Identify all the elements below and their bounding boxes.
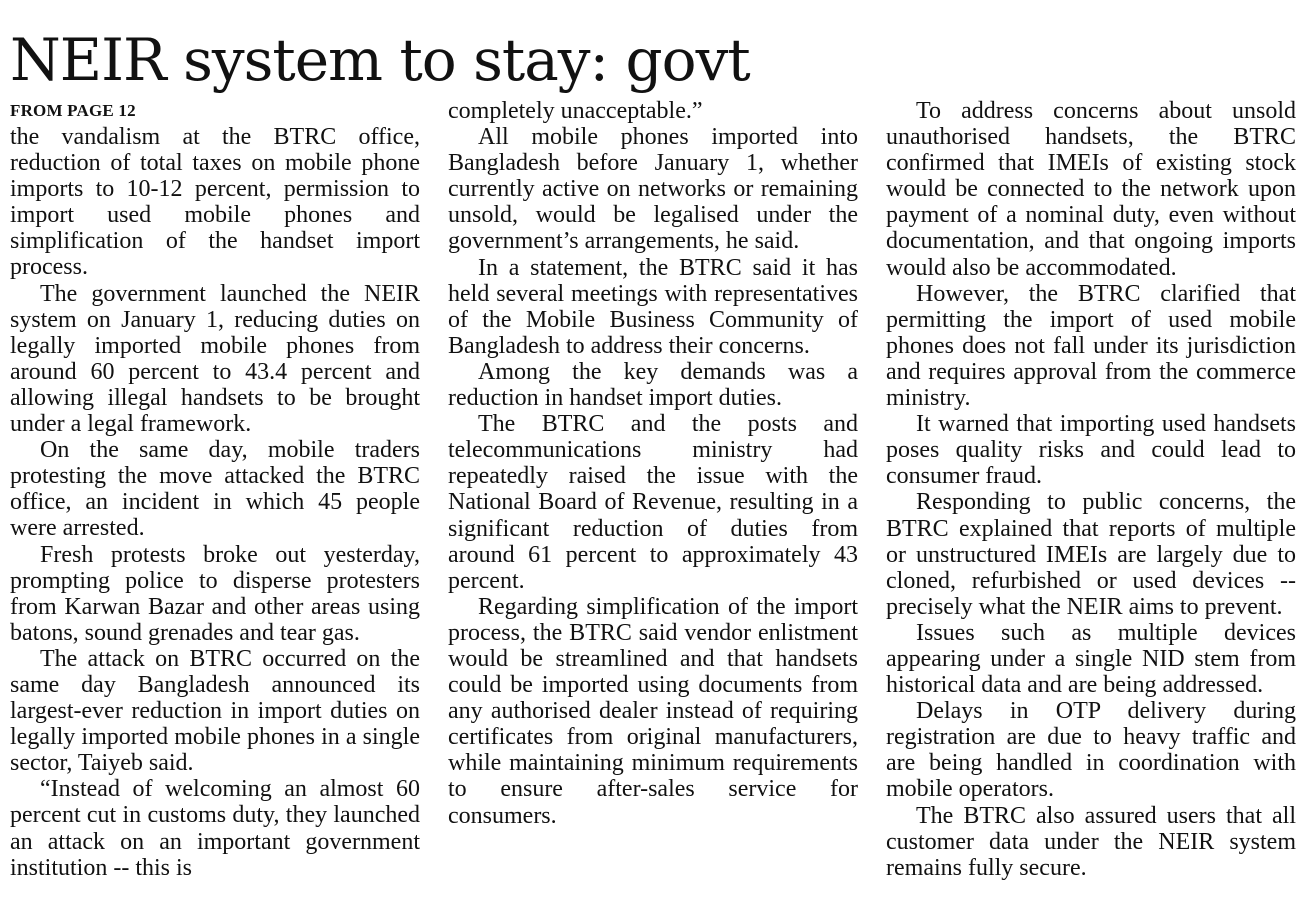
paragraph: Regarding simplification of the import process, the BTRC said vendor enlistment would be streamlined and that handsets could be imported using documents from any authorised dealer instead of requiring certificates from original manufacturers, while maintaining minimum requirements to ensure after-sales service for consumers. [448,593,858,829]
paragraph: In a statement, the BTRC said it has held several meetings with representatives of the Mobile Business Community of Bangladesh to address their concerns. [448,254,858,359]
article-column-2 [448,98,858,916]
headline: NEIR system to stay: govt [10,26,750,94]
paragraph: To address concerns about unsold unauthorised handsets, the BTRC confirmed that IMEIs of existing stock would be connected to the network upon payment of a nominal duty, even without documentation, and that ongoing imports would also be accommodated. [886,98,1296,281]
paragraph: The attack on BTRC occurred on the same day Bangladesh announced its largest-ever reduction in import duties on legally imported mobile phones in a single sector, Taiyeb said. [10,645,420,777]
paragraph: Among the key demands was a reduction in handset import duties. [448,358,858,412]
jump-label: FROM PAGE 12 [10,101,136,120]
paragraph: All mobile phones imported into Bangladesh before January 1, whether currently active on networks or remaining unsold, would be legalised under the government’s arrangements, he said. [448,124,858,255]
paragraph: It warned that importing used handsets poses quality risks and could lead to consumer fraud. [886,411,1296,490]
paragraph: On the same day, mobile traders protesting the move attacked the BTRC office, an incident in which 45 people were arrested. [10,437,420,542]
paragraph: “Instead of welcoming an almost 60 percent cut in customs duty, they launched an attack on an important government institution -- this is [10,776,420,881]
article-column-3 [886,98,1296,916]
paragraph: Responding to public concerns, the BTRC explained that reports of multiple or unstructured IMEIs are largely due to cloned, refurbished or used devices -- precisely what the NEIR aims to prevent. [886,489,1296,620]
paragraph: Issues such as multiple devices appearing under a single NID stem from historical data and are being addressed. [886,619,1296,699]
paragraph: Delays in OTP delivery during registration are due to heavy traffic and are being handled in coordination with mobile operators. [886,698,1296,803]
paragraph: the vandalism at the BTRC office, reduction of total taxes on mobile phone imports to 10-12 percent, permission to import used mobile phones and simplification of the handset import process. [10,124,420,281]
paragraph: However, the BTRC clarified that permitting the import of used mobile phones does not fall under its jurisdiction and requires approval from the commerce ministry. [886,280,1296,412]
paragraph: completely unacceptable.” [448,98,703,124]
paragraph: Fresh protests broke out yesterday, prompting police to disperse protesters from Karwan Bazar and other areas using batons, sound grenades and tear gas. [10,541,420,646]
paragraph: The BTRC also assured users that all customer data under the NEIR system remains fully secure. [886,802,1296,881]
article-column-1 [10,98,420,916]
paragraph: The government launched the NEIR system on January 1, reducing duties on legally imported mobile phones from around 60 percent to 43.4 percent and allowing illegal handsets to be brought under a legal framework. [10,280,420,438]
paragraph: The BTRC and the posts and telecommunications ministry had repeatedly raised the issue with the National Board of Revenue, resulting in a significant reduction of duties from around 61 percent to approximately 43 percent. [448,411,858,594]
